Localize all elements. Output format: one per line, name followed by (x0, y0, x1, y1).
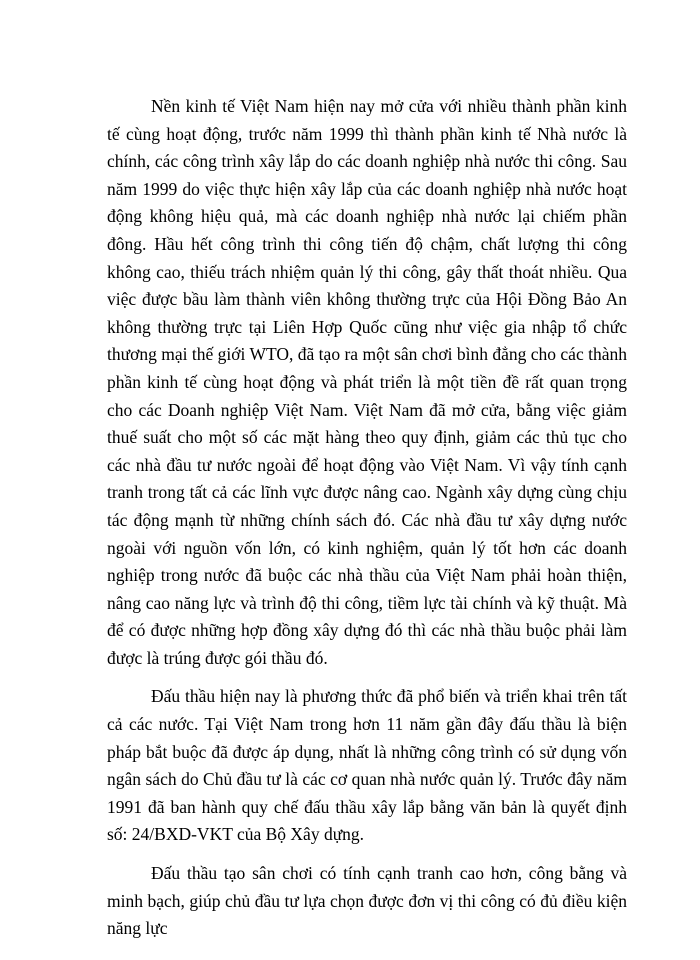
paragraph-bidding-competition: Đấu thầu tạo sân chơi có tính cạnh tranh cao hơn, công bằng và minh bạch, giúp chủ đầu tư lựa chọn được đơn vị thi công có đủ điều kiện năng lực (107, 863, 627, 939)
body-text (107, 93, 627, 954)
paragraph-bidding-history: Đấu thầu hiện nay là phương thức đã phổ biến và triển khai trên tất cả các nước. Tại Việt Nam trong hơn 11 năm gần đây đấu thầu là biện pháp bắt buộc đã được áp dụng, nhất là những công trình có sử dụng vốn ngân sách do Chủ đầu tư là các cơ quan nhà nước quản lý. Trước đây năm 1991 đã ban hành quy chế đấu thầu xây lắp bằng văn bản là quyết định số: 24/BXD-VKT của Bộ Xây dựng. (107, 686, 627, 845)
paragraph-economy-overview: Nền kinh tế Việt Nam hiện nay mở cửa với nhiều thành phần kinh tế cùng hoạt động, trước năm 1999 thì thành phần kinh tế Nhà nước là chính, các công trình xây lắp do các doanh nghiệp nhà nước thi công. Sau năm 1999 do việc thực hiện xây lắp của các doanh nghiệp nhà nước hoạt động không hiệu quả, mà các doanh nghiệp nhà nước lại chiếm phần đông. Hầu hết công trình thi công tiến độ chậm, chất lượng thi công không cao, thiếu trách nhiệm quản lý thi công, gây thất thoát nhiều. Qua việc được bầu làm thành viên không thường trực của Hội Đồng Bảo An không thường trực tại Liên Hợp Quốc cũng như việc gia nhập tổ chức thương mại thế giới WTO, đã tạo ra một sân chơi bình đẳng cho các thành phần kinh tế cùng hoạt động và phát triển là một tiền đề rất quan trọng cho các Doanh nghiệp Việt Nam. Việt Nam đã mở cửa, bằng việc giảm thuế suất cho một số các mặt hàng theo quy định, giảm các thủ tục cho các nhà đầu tư nước ngoài để hoạt động vào Việt Nam. Vì vậy tính cạnh tranh trong tất cả các lĩnh vực được nâng cao. Ngành xây dựng cùng chịu tác động mạnh từ những chính sách đó. Các nhà đầu tư xây dựng nước ngoài với nguồn vốn lớn, có kinh nghiệm, quản lý tốt hơn các doanh nghiệp trong nước đã buộc các nhà thầu của Việt Nam phải hoàn thiện, nâng cao năng lực và trình độ thi công, tiềm lực tài chính và kỹ thuật. Mà để có được những hợp đồng xây dựng đó thì các nhà thầu buộc phải làm được là trúng được gói thầu đó. (107, 96, 627, 668)
